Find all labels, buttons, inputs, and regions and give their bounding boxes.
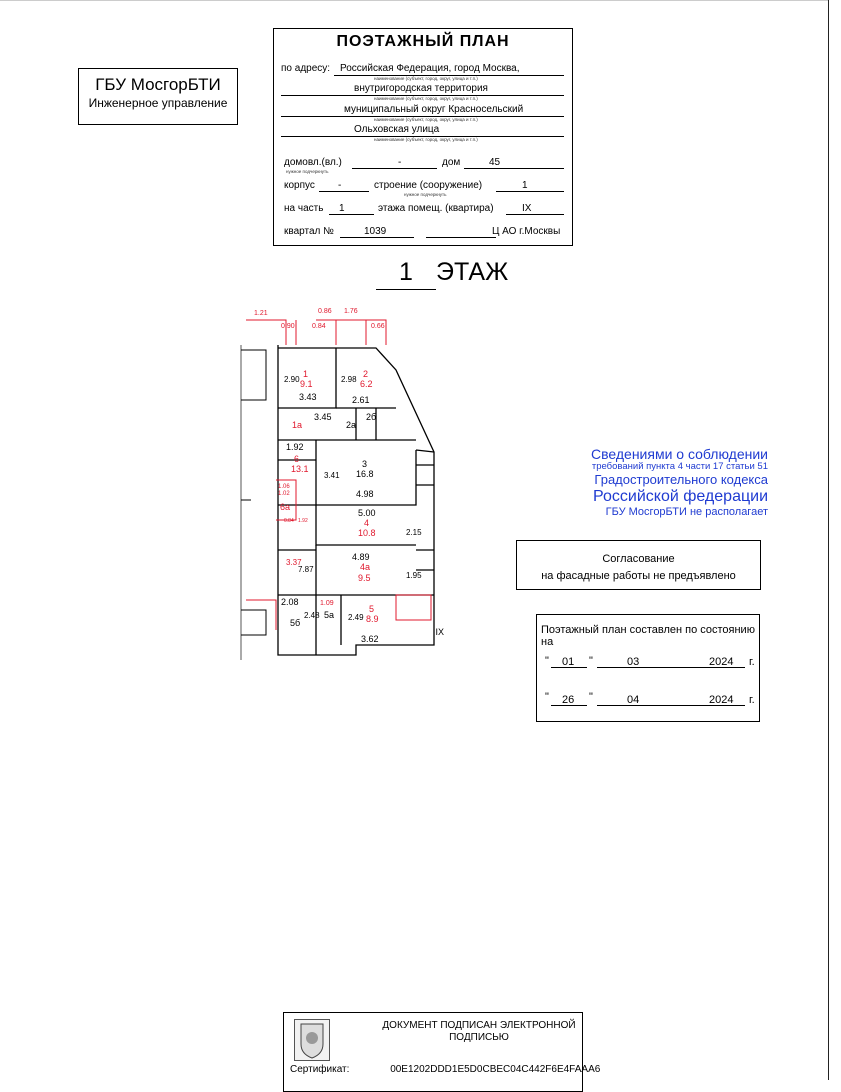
date2-year: 2024 [709, 694, 734, 706]
state-title: Поэтажный план составлен по состоянию на [541, 624, 755, 648]
room-2-height: 2.98 [341, 375, 357, 384]
date2-suffix: г. [749, 694, 755, 706]
approval-box [516, 540, 761, 590]
room-2-width: 2.61 [352, 395, 370, 405]
room-5b-num: 5б [290, 618, 301, 628]
dim-top-5: 1.76 [344, 308, 358, 315]
room-4a-area: 9.5 [358, 573, 371, 583]
room-5a-width: 1.09 [320, 600, 334, 607]
certificate-value: 00E1202DDD1E5D0CBEC04C442F6E4FAAA6 [390, 1064, 601, 1075]
caption-1: наименование (субъект, город, округ, улица и т.п.) [374, 76, 478, 81]
room-1-height: 2.90 [284, 375, 300, 384]
address-line1: Российская Федерация, город Москва, [340, 63, 520, 74]
part-label: на часть [284, 203, 324, 214]
date1-month: 03 [627, 656, 640, 668]
address-line3: муниципальный округ Красносельский [344, 104, 524, 115]
room-5b-height: 2.48 [304, 611, 320, 620]
stroenie-label: строение (сооружение) [374, 180, 483, 191]
approval-line1: Согласование [602, 553, 675, 565]
signature-title: ДОКУМЕНТ ПОДПИСАН ЭЛЕКТРОННОЙ ПОДПИСЬЮ [382, 1020, 576, 1043]
room-1-width: 3.43 [299, 392, 317, 402]
room-1-num: 1 [303, 369, 309, 379]
room-6a-dim-c: 0.84 [284, 518, 294, 524]
org-stamp [78, 68, 238, 125]
room-1-area: 9.1 [300, 379, 313, 389]
room-5b-width: 2.08 [281, 597, 299, 607]
room-5a-num: 5а [324, 610, 335, 620]
room-6a-dim-a: 1.06 [278, 484, 290, 490]
compliance-notice [560, 446, 768, 519]
room-3-area: 16.8 [356, 469, 374, 479]
room-2a-num: 2а [346, 420, 357, 430]
room-1a-num: 1а [292, 420, 303, 430]
dim-top-1: 1.21 [254, 310, 268, 317]
domovl-value: - [398, 157, 402, 168]
part-value: 1 [339, 203, 345, 214]
date2-open-quote: " [545, 691, 549, 703]
notice-line2: требований пункта 4 части 17 статьи 51 [591, 461, 768, 473]
room-2-num: 2 [363, 369, 369, 379]
date1-day: 01 [562, 656, 575, 668]
certificate [290, 1064, 600, 1075]
side-dim-1: 3.37 [286, 558, 302, 567]
room-6a-dim-d: 1.92 [298, 518, 308, 524]
floor-number-underline [376, 289, 436, 290]
room-4-width: 5.00 [358, 508, 376, 518]
room-6a-num: 6а [280, 502, 291, 512]
floor-label: этажа помещ. (квартира) [378, 203, 494, 214]
room-2b-num: 2б [366, 412, 377, 422]
page-right-edge [828, 0, 829, 1080]
room-5-num: 5 [369, 604, 375, 614]
dom-label: дом [442, 157, 461, 168]
notice-line3: Градостроительного кодекса [594, 472, 768, 488]
kvartal-label: квартал № [284, 226, 334, 237]
caption-4: наименование (субъект, город, округ, улица и т.п.) [374, 137, 478, 142]
address-line2: внутригородская территория [354, 83, 488, 94]
org-department: Инженерное управление [88, 96, 228, 110]
date1-open-quote: " [545, 655, 549, 667]
address-label: по адресу: [281, 63, 331, 74]
korpus-label: корпус [284, 180, 315, 191]
korpus-value: - [338, 180, 342, 191]
room-4-num: 4 [364, 518, 370, 528]
room-1a-width: 3.45 [314, 412, 332, 422]
stroenie-value: 1 [522, 180, 528, 191]
domovl-label: домовл.(вл.) [284, 157, 342, 168]
e-signature-box [283, 1012, 601, 1092]
date1-close-quote: " [589, 655, 593, 667]
dim-top-2: 0.90 [281, 323, 295, 330]
room-6-num: 6 [294, 454, 300, 464]
room-3-width: 4.98 [356, 489, 374, 499]
date2-month: 04 [627, 694, 640, 706]
floor-plan [236, 300, 446, 670]
floor-number: 1 [399, 258, 413, 286]
org-name: ГБУ МосгорБТИ [95, 75, 221, 94]
room-5-height: 2.49 [348, 613, 364, 622]
dim-top-3: 0.86 [318, 308, 332, 315]
room-4a-height: 1.95 [406, 571, 422, 580]
side-dim-2: 7.87 [298, 565, 314, 574]
date1-year: 2024 [709, 656, 734, 668]
date1-suffix: г. [749, 656, 755, 668]
caption-needed-1: нужное подчеркнуть [286, 169, 329, 174]
moscow-emblem-icon [294, 1019, 330, 1061]
approval-line2: на фасадные работы не предъявлено [541, 570, 736, 582]
room-6-width: 1.92 [286, 442, 304, 452]
room-3-height: 3.41 [324, 471, 340, 480]
address-line4: Ольховская улица [354, 124, 440, 135]
room-4-area: 10.8 [358, 528, 376, 538]
notice-line5: ГБУ МосгорБТИ не располагает [605, 506, 768, 519]
unit-label: IX [435, 627, 444, 637]
district: Ц АО г.Москвы [492, 226, 561, 237]
room-4-height: 2.15 [406, 528, 422, 537]
room-6a-dim-b: 1.02 [278, 491, 290, 497]
header-box [273, 28, 573, 246]
room-4a-width: 4.89 [352, 552, 370, 562]
room-4a-num: 4а [360, 562, 371, 572]
notice-line1: Сведениями о соблюдении [591, 446, 768, 462]
header-title: ПОЭТАЖНЫЙ ПЛАН [336, 33, 510, 50]
floor-value: IX [522, 203, 532, 214]
dim-top-4: 0.84 [312, 323, 326, 330]
caption-2: наименование (субъект, город, округ, улица и т.п.) [374, 96, 478, 101]
room-3-num: 3 [362, 459, 368, 469]
caption-needed-2: нужное подчеркнуть [404, 192, 447, 197]
room-6-area: 13.1 [291, 464, 309, 474]
date2-close-quote: " [589, 691, 593, 703]
state-date-box [536, 614, 760, 722]
date2-day: 26 [562, 694, 575, 706]
kvartal-value: 1039 [364, 226, 387, 237]
room-5-area: 8.9 [366, 614, 379, 624]
certificate-label: Сертификат: [290, 1064, 350, 1075]
floor-title [376, 258, 508, 287]
dim-top-6: 0.66 [371, 323, 385, 330]
room-2-area: 6.2 [360, 379, 373, 389]
page-top-edge [0, 0, 828, 1]
floor-label: ЭТАЖ [436, 258, 509, 286]
room-5-width: 3.62 [361, 634, 379, 644]
dom-value: 45 [489, 157, 501, 168]
caption-3: наименование (субъект, город, округ, улица и т.п.) [374, 117, 478, 122]
notice-line4: Российской федерации [593, 487, 768, 505]
